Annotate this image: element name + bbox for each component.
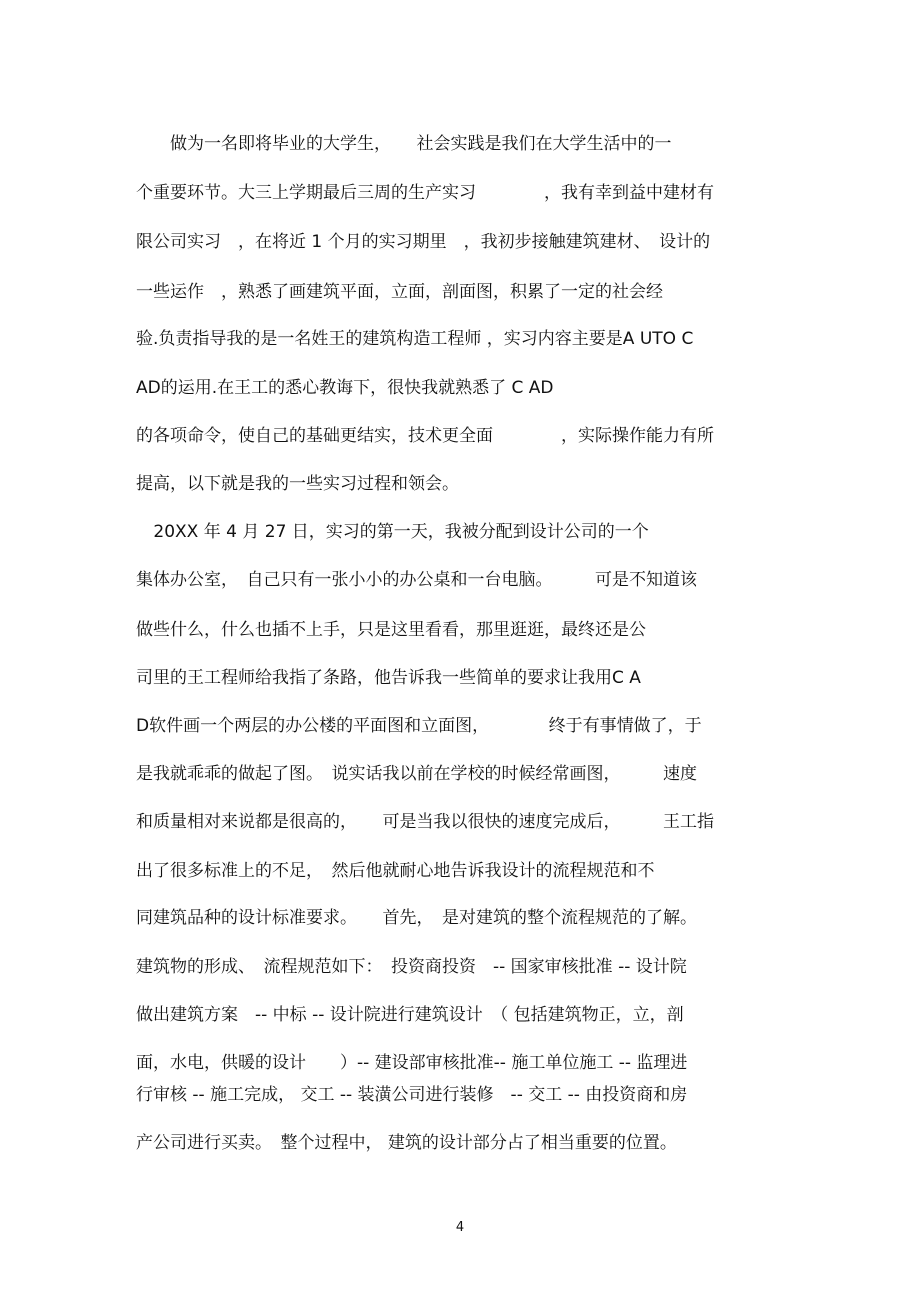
text-line: 做出建筑方案 -- 中标 -- 设计院进行建筑设计 （ 包括建筑物正，立，剖 [136, 1005, 684, 1025]
text-line: 做些什么，什么也插不上手，只是这里看看，那里逛逛，最终还是公 [136, 620, 646, 640]
text-line: 个重要环节。大三上学期最后三周的生产实习 ，我有幸到益中建材有 [136, 183, 714, 203]
text-line: 验.负责指导我的是一名姓王的建筑构造工程师 ，实习内容主要是A UTO C [136, 329, 694, 349]
text-line: 提高，以下就是我的一些实习过程和领会。 [136, 474, 459, 494]
text-line: 司里的王工程师给我指了条路，他告诉我一些简单的要求让我用C A [136, 668, 641, 688]
text-line: 是我就乖乖的做起了图。 说实话我以前在学校的时候经常画图， 速度 [136, 764, 697, 784]
text-line: 面，水电，供暖的设计 ）-- 建设部审核批准-- 施工单位施工 -- 监理进 [136, 1053, 688, 1073]
text-line: 做为一名即将毕业的大学生， 社会实践是我们在大学生活中的一 [136, 134, 672, 154]
text-line: 同建筑品种的设计标准要求。 首先， 是对建筑的整个流程规范的了解。 [136, 908, 697, 928]
text-line: 20XX 年 4 月 27 日，实习的第一天，我被分配到设计公司的一个 [148, 522, 649, 542]
text-line: 出了很多标准上的不足， 然后他就耐心地告诉我设计的流程规范和不 [136, 861, 655, 881]
text-line: AD的运用.在王工的悉心教诲下，很快我就熟悉了 C AD [136, 378, 554, 398]
page-number: 4 [455, 1220, 465, 1235]
text-line: D软件画一个两层的办公楼的平面图和立面图， 终于有事情做了，于 [136, 716, 702, 736]
text-line: 和质量相对来说都是很高的， 可是当我以很快的速度完成后， 王工指 [136, 812, 714, 832]
text-line: 一些运作 ，熟悉了画建筑平面，立面，剖面图，积累了一定的社会经 [136, 282, 663, 302]
text-line: 产公司进行买卖。 整个过程中， 建筑的设计部分占了相当重要的位置。 [136, 1133, 677, 1153]
text-line: 集体办公室， 自己只有一张小小的办公桌和一台电脑。 可是不知道该 [136, 570, 697, 590]
text-line: 行审核 -- 施工完成， 交工 -- 装潢公司进行装修 -- 交工 -- 由投资商和房 [136, 1085, 688, 1105]
text-line: 建筑物的形成、 流程规范如下： 投资商投资 -- 国家审核批准 -- 设计院 [136, 957, 687, 977]
text-line: 限公司实习 ，在将近 1 个月的实习期里 ，我初步接触建筑建材、 设计的 [136, 232, 711, 252]
text-line: 的各项命令，使自己的基础更结实，技术更全面 ，实际操作能力有所 [136, 426, 714, 446]
